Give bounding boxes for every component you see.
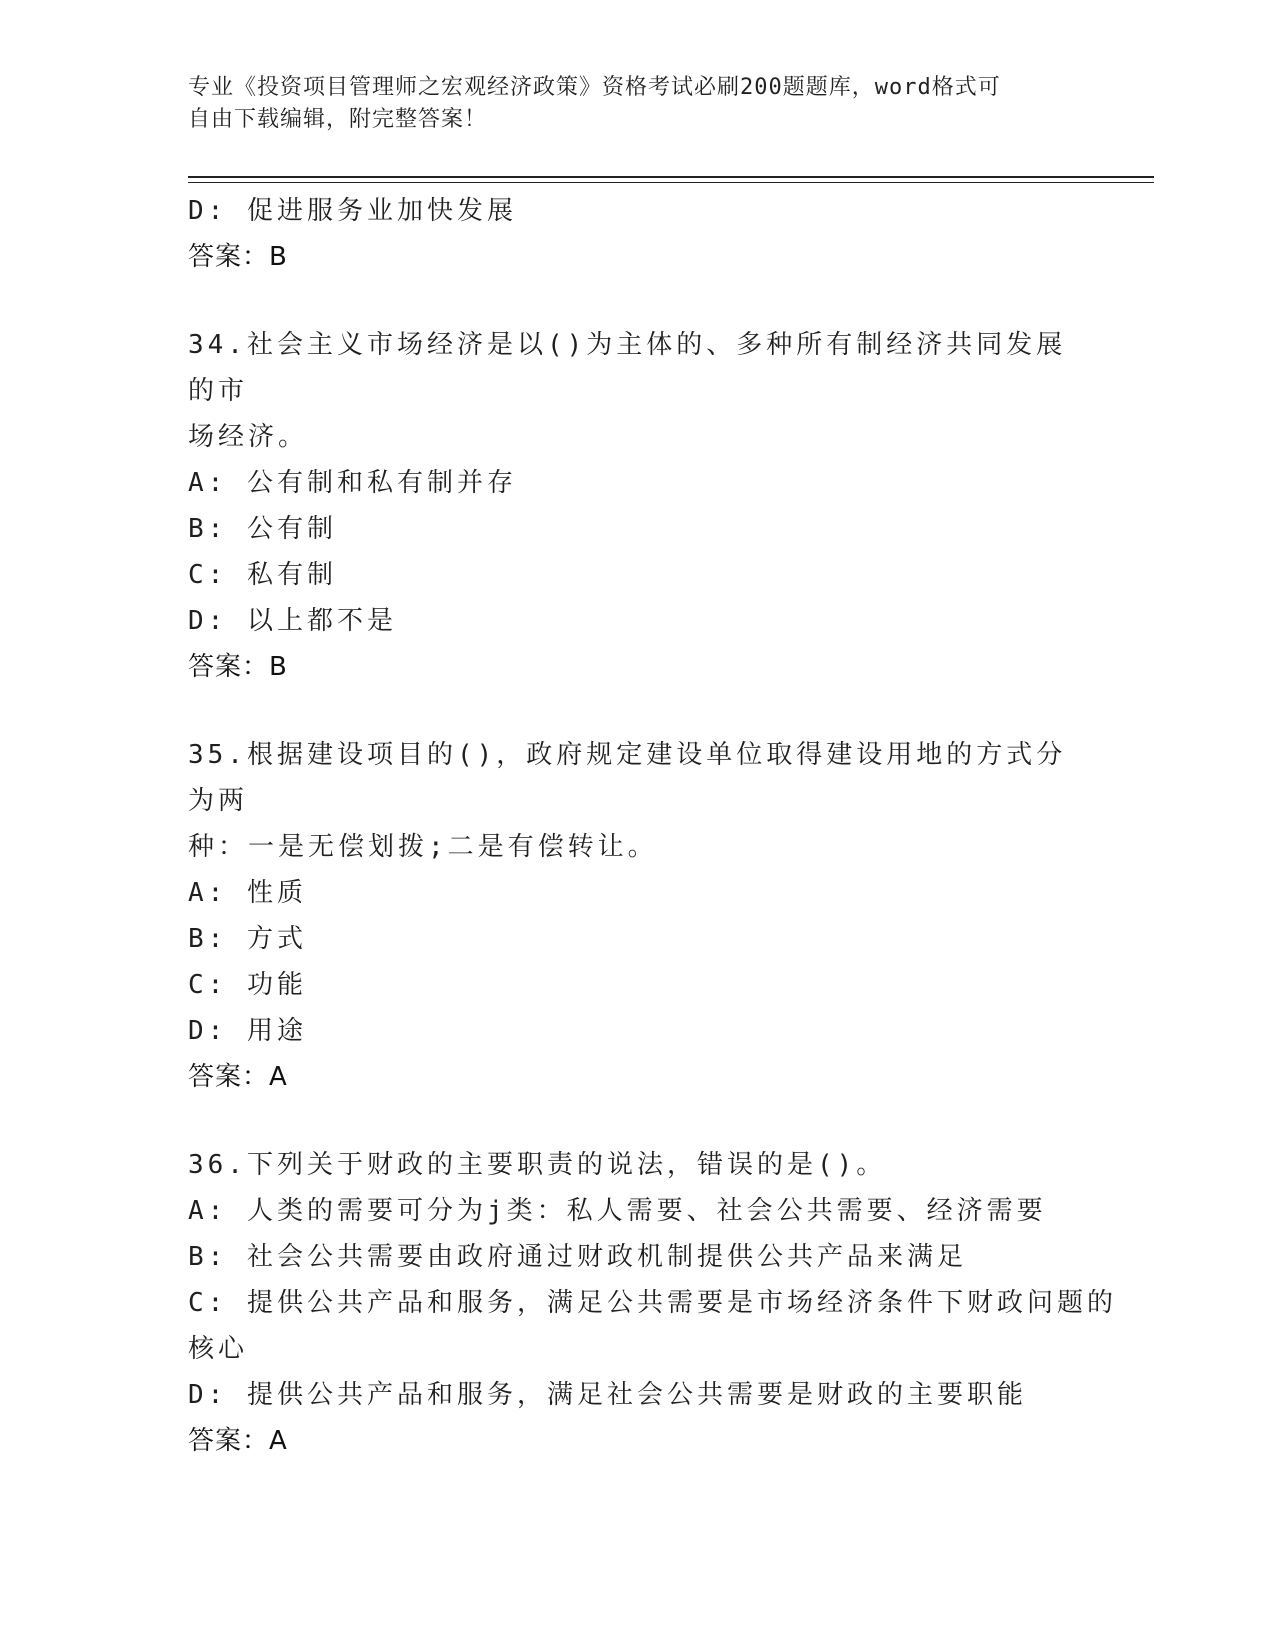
option-a: A: 性质 [188, 878, 307, 908]
option-d: D: 提供公共产品和服务，满足社会公共需要是财政的主要职能 [188, 1380, 1027, 1410]
option-a: A: 人类的需要可分为j类：私人需要、社会公共需要、经济需要 [188, 1196, 1047, 1226]
header-divider-thin [188, 182, 1154, 183]
option-c-continued: 核心 [188, 1334, 249, 1364]
question-stem-continued: 场经济。 [188, 422, 309, 452]
option-c: C: 私有制 [188, 560, 337, 590]
answer-label: 答案：A [188, 1062, 288, 1092]
question-34 [188, 322, 1088, 690]
option-d: D: 用途 [188, 1016, 307, 1046]
question-stem: 35.根据建设项目的()，政府规定建设单位取得建设用地的方式分为两 [188, 740, 1067, 816]
answer-label: 答案：A [188, 1426, 288, 1456]
previous-question-tail [188, 188, 1088, 280]
question-list [188, 188, 1117, 1464]
option-b: B: 公有制 [188, 514, 337, 544]
answer-label: 答案：B [188, 652, 288, 682]
header-line-2: 自由下载编辑，附完整答案！ [188, 107, 488, 132]
question-36 [188, 1142, 1117, 1464]
option-b: B: 社会公共需要由政府通过财政机制提供公共产品来满足 [188, 1242, 967, 1272]
question-stem: 36.下列关于财政的主要职责的说法，错误的是()。 [188, 1150, 887, 1180]
option-d: D: 以上都不是 [188, 606, 397, 636]
header-divider-thick [188, 176, 1154, 178]
header-line-1: 专业《投资项目管理师之宏观经济政策》资格考试必刷200题题库，word格式可 [188, 75, 1001, 100]
answer-label: 答案：B [188, 242, 288, 272]
option-c: C: 提供公共产品和服务，满足公共需要是市场经济条件下财政问题的 [188, 1288, 1117, 1318]
option-c: C: 功能 [188, 970, 307, 1000]
option-d: D: 促进服务业加快发展 [188, 196, 517, 226]
document-header [188, 72, 1068, 136]
option-b: B: 方式 [188, 924, 307, 954]
question-stem: 34.社会主义市场经济是以()为主体的、多种所有制经济共同发展的市 [188, 330, 1067, 406]
option-a: A: 公有制和私有制并存 [188, 468, 517, 498]
question-stem-continued: 种：一是无偿划拨;二是有偿转让。 [188, 832, 658, 862]
question-35 [188, 732, 1088, 1100]
